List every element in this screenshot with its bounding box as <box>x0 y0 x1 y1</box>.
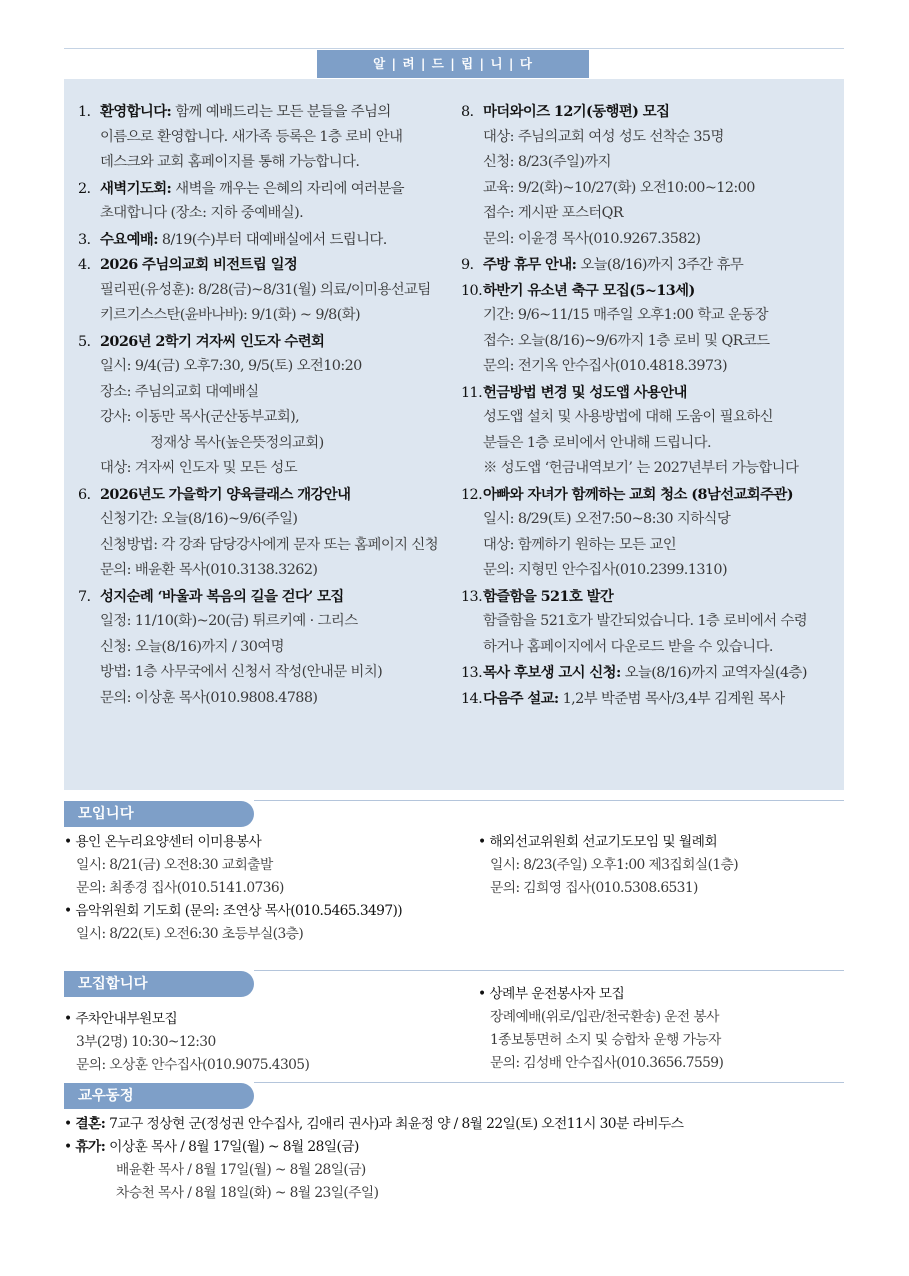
notice-detail-line: 분들은 1층 로비에서 안내해 드립니다. <box>483 434 711 451</box>
notice-number: 6. <box>78 486 91 503</box>
notice-heading: 다음주 설교: <box>483 689 559 707</box>
notice-item-title <box>78 227 458 253</box>
notice-heading: 성지순례 ‘바울과 복음의 길을 걷다’ 모집 <box>100 587 344 605</box>
section-tab-gathering: 모입니다 <box>64 801 254 827</box>
gathering-left <box>64 831 402 946</box>
notice-detail-line: 하거나 홈페이지에서 다운로드 받을 수 있습니다. <box>483 638 773 655</box>
notice-detail-line: 함즐함을 521호가 발간되었습니다. 1층 로비에서 수령 <box>483 613 808 629</box>
notice-heading: 2026년도 가을학기 양육클래스 개강안내 <box>100 485 351 503</box>
notice-heading: 하반기 유소년 축구 모집(5~13세) <box>483 281 695 299</box>
notice-detail-line: 이름으로 환영합니다. 새가족 등록은 1층 로비 안내 <box>100 128 403 145</box>
notice-detail-line: 대상: 주님의교회 여성 성도 선착순 35명 <box>483 128 724 145</box>
notice-heading: 2026년 2학기 겨자씨 인도자 수련회 <box>100 332 325 350</box>
bulletin-detail-line: 문의: 최종경 집사(010.5141.0736) <box>76 880 284 896</box>
bulletin-item: • 용인 온누리요양센터 이미용봉사 <box>64 831 402 854</box>
notice-detail-line: 장소: 주님의교회 대예배실 <box>100 383 259 400</box>
notice-detail-line: 문의: 이윤경 목사(010.9267.3582) <box>483 230 701 247</box>
notice-detail-line: 기간: 9/6~11/15 매주일 오후1:00 학교 운동장 <box>483 307 768 323</box>
notice-heading: 주방 휴무 안내: <box>483 256 577 273</box>
notice-detail-line: 정재상 목사(높은뜻정의교회) <box>150 434 324 451</box>
notice-number: 14. <box>461 690 483 707</box>
bulletin-detail-line: 장례예배(위로/입관/천국환송) 운전 봉사 <box>490 1009 719 1025</box>
notice-description: 함께 예배드리는 모든 분들을 주님의 <box>171 104 391 120</box>
notice-heading: 수요예배: <box>100 230 158 248</box>
notice-heading: 환영합니다: <box>100 103 172 120</box>
notice-number: 1. <box>78 104 91 120</box>
notice-detail-line: 대상: 겨자씨 인도자 및 모든 성도 <box>100 460 298 476</box>
notices-left-column <box>78 99 458 711</box>
notice-number: 8. <box>461 104 474 120</box>
section-divider <box>254 1082 844 1083</box>
notice-detail-line: 신청: 오늘(8/16)까지 / 30여명 <box>100 638 284 655</box>
vacation-text: 배윤환 목사 / 8월 17일(월) ~ 8월 28일(금) <box>116 1162 366 1178</box>
notice-detail-line: 접수: 오늘(8/16)~9/6까지 1층 로비 및 QR코드 <box>483 332 770 349</box>
notice-detail-line: 키르기스스탄(윤바나바): 9/1(화) ~ 9/8(화) <box>100 307 361 323</box>
notice-item-title <box>78 176 458 202</box>
notice-number: 4. <box>78 257 91 273</box>
bulletin-detail-line: 일시: 8/22(토) 오전6:30 초등부실(3층) <box>76 926 304 942</box>
section-tab-member-news: 교우동정 <box>64 1083 254 1109</box>
notice-item-title <box>461 252 844 278</box>
recruiting-left <box>64 1008 309 1077</box>
wedding-label: 결혼: <box>75 1116 106 1132</box>
notice-item-title <box>78 584 458 610</box>
notice-heading: 헌금방법 변경 및 성도앱 사용안내 <box>483 383 687 401</box>
bulletin-detail-line: 문의: 오상훈 안수집사(010.9075.4305) <box>76 1057 310 1073</box>
notice-number: 10. <box>461 282 483 299</box>
gathering-right <box>478 831 738 900</box>
notice-detail-line: 강사: 이동만 목사(군산동부교회), <box>100 409 300 425</box>
notice-item-title <box>461 686 844 712</box>
notice-detail-line: 일정: 11/10(화)~20(금) 튀르키예 · 그리스 <box>100 613 358 629</box>
vacation-label: 휴가: <box>75 1139 106 1155</box>
notice-detail-line: 대상: 함께하기 원하는 모든 교인 <box>483 536 677 553</box>
notice-item-title <box>461 584 844 610</box>
bulletin-detail-line: 문의: 김성배 안수집사(010.3656.7559) <box>490 1055 724 1071</box>
notice-item-title <box>461 380 844 406</box>
vacation-text: 차승천 목사 / 8월 18일(화) ~ 8월 23일(주일) <box>116 1185 379 1201</box>
notice-description: 새벽을 깨우는 은혜의 자리에 여러분을 <box>171 180 404 197</box>
bulletin-item: • 해외선교위원회 선교기도모임 및 월례회 <box>478 831 738 854</box>
notice-number: 12. <box>461 486 483 503</box>
notice-heading: 목사 후보생 고시 신청: <box>483 664 621 681</box>
notice-item-title <box>78 482 458 508</box>
notice-item-title <box>78 252 458 278</box>
vacation-text: 이상훈 목사 / 8월 17일(월) ~ 8월 28일(금) <box>105 1139 359 1155</box>
notice-detail-line: 신청: 8/23(주일)까지 <box>483 154 611 170</box>
notice-number: 2. <box>78 180 91 197</box>
notice-detail-line: 일시: 8/29(토) 오전7:50~8:30 지하식당 <box>483 511 731 527</box>
section-divider <box>254 800 844 801</box>
member-news <box>64 1113 683 1205</box>
notice-description: 오늘(8/16)까지 교역자실(4층) <box>620 665 807 681</box>
notice-number: 13. <box>461 588 483 605</box>
bulletin-detail-line: 3부(2명) 10:30~12:30 <box>76 1034 216 1050</box>
notice-description: 8/19(수)부터 대예배실에서 드립니다. <box>157 231 387 248</box>
notice-item-title <box>78 99 458 125</box>
notice-heading: 새벽기도회: <box>100 179 172 197</box>
notice-item-title <box>461 482 844 508</box>
bulletin-detail-line: 문의: 김희영 집사(010.5308.6531) <box>490 880 698 896</box>
notice-number: 13. <box>461 665 483 681</box>
notice-detail-line: 데스크와 교회 홈페이지를 통해 가능합니다. <box>100 154 360 170</box>
notice-detail-line: 신청방법: 각 강좌 담당강사에게 문자 또는 홈페이지 신청 <box>100 536 439 553</box>
notice-detail-line: ※ 성도앱 ‘헌금내역보기’ 는 2027년부터 가능합니다 <box>483 460 799 476</box>
notice-item-title <box>78 329 458 355</box>
notices-right-column <box>461 99 844 711</box>
notice-heading: 마더와이즈 12기(동행편) 모집 <box>483 103 670 120</box>
bulletin-detail-line: 일시: 8/23(주일) 오후1:00 제3집회실(1층) <box>490 857 739 873</box>
notice-number: 7. <box>78 588 91 605</box>
notice-detail-line: 문의: 지형민 안수집사(010.2399.1310) <box>483 562 728 578</box>
section-divider <box>254 970 844 971</box>
top-rule <box>64 48 844 49</box>
recruiting-right <box>478 983 723 1075</box>
bulletin-detail-line: 1종보통면허 소지 및 승합차 운행 가능자 <box>490 1032 721 1048</box>
notice-description: 오늘(8/16)까지 3주간 휴무 <box>576 257 744 273</box>
notice-detail-line: 문의: 전기옥 안수집사(010.4818.3973) <box>483 358 728 374</box>
notice-number: 11. <box>461 384 483 401</box>
bulletin-item: • 상례부 운전봉사자 모집 <box>478 983 723 1006</box>
notice-detail-line: 필리핀(유성훈): 8/28(금)~8/31(월) 의료/이미용선교팀 <box>100 281 431 298</box>
notice-detail-line: 문의: 배윤환 목사(010.3138.3262) <box>100 562 318 578</box>
notice-heading: 2026 주님의교회 비전트립 일정 <box>100 256 298 273</box>
bulletin-detail-line: 일시: 8/21(금) 오전8:30 교회출발 <box>76 857 273 873</box>
page-title: 알 | 려 | 드 | 립 | 니 | 다 <box>317 50 589 78</box>
notice-item-title <box>461 99 844 125</box>
notice-detail-line: 성도앱 설치 및 사용방법에 대해 도움이 필요하신 <box>483 409 773 425</box>
notice-detail-line: 문의: 이상훈 목사(010.9808.4788) <box>100 689 318 706</box>
notice-description: 1,2부 박준범 목사/3,4부 김계원 목사 <box>558 690 785 707</box>
notice-detail-line: 초대합니다 (장소: 지하 중예배실). <box>100 205 304 221</box>
notice-number: 5. <box>78 333 91 350</box>
notice-item-title <box>461 660 844 686</box>
notice-detail-line: 방법: 1층 사무국에서 신청서 작성(안내문 비치) <box>100 664 383 680</box>
notice-heading: 함즐함을 521호 발간 <box>483 587 614 605</box>
notice-heading: 아빠와 자녀가 함께하는 교회 청소 (8남선교회주관) <box>483 485 793 503</box>
bulletin-item: • 주차안내부원모집 <box>64 1008 309 1031</box>
section-tab-recruiting: 모집합니다 <box>64 971 254 997</box>
notice-detail-line: 일시: 9/4(금) 오후7:30, 9/5(토) 오전10:20 <box>100 358 362 374</box>
notice-detail-line: 교육: 9/2(화)~10/27(화) 오전10:00~12:00 <box>483 179 755 196</box>
notice-number: 3. <box>78 231 91 248</box>
notice-number: 9. <box>461 257 474 273</box>
notice-item-title <box>461 278 844 304</box>
bulletin-item: • 음악위원회 기도회 (문의: 조연상 목사(010.5465.3497)) <box>64 900 402 923</box>
wedding-news <box>64 1113 683 1136</box>
notice-detail-line: 신청기간: 오늘(8/16)~9/6(주일) <box>100 511 298 527</box>
notice-detail-line: 접수: 게시판 포스터QR <box>483 205 624 221</box>
wedding-text: 7교구 정상현 군(정성권 안수집사, 김애리 권사)과 최윤정 양 / 8월 22일(토) 오전11시 30분 라비두스 <box>105 1116 684 1132</box>
vacation-news <box>64 1136 683 1159</box>
